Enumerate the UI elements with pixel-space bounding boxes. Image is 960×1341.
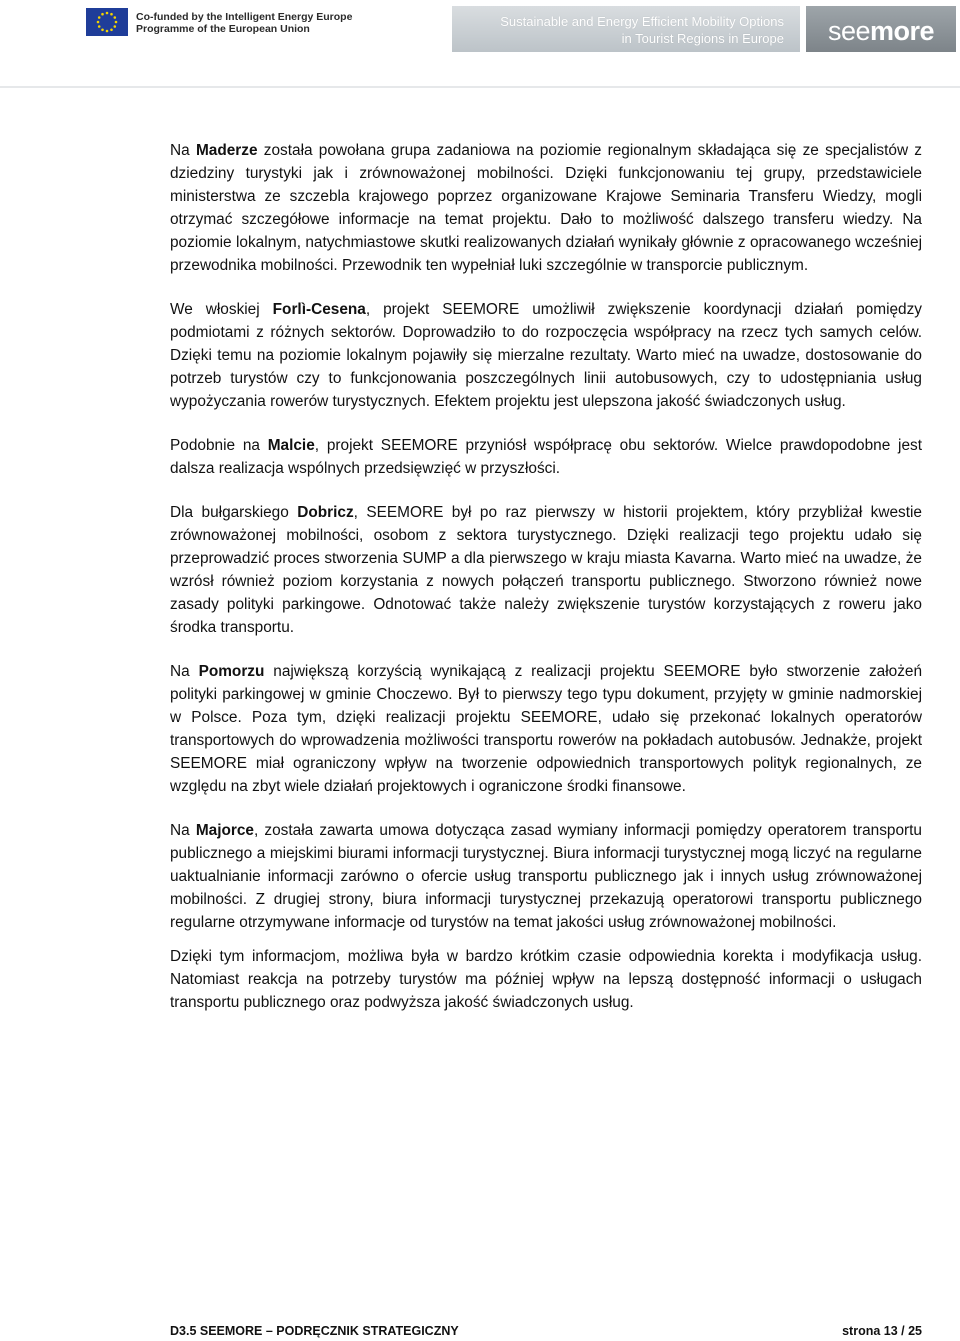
document-body bbox=[170, 139, 922, 1014]
paragraph-text: została powołana grupa zadaniowa na poziomie regionalnym składająca się ze specjalistów z dziedziny turystyki jak i zrównoważonej mobilności. Dzięki funkcjonowaniu tej grupy, przedstawiciele ministerstwa ze szczebla krajowego poprzez organizowane Krajowe Seminaria Transferu Wiedzy, mogli otrzymać szczegółowe informacje na temat projektu. Dało to możliwość dalszego transferu wiedzy. Na poziomie lokalnym, natychmiastowe skutki realizowanych działań wynikały głównie z opracowanego wcześniej przewodnika mobilności. Przewodnik ten wypełniał luki szczególnie w transporcie publicznym. bbox=[170, 142, 922, 274]
project-title-line2: in Tourist Regions in Europe bbox=[621, 31, 784, 46]
region-name: Dobricz bbox=[297, 504, 354, 521]
paragraph-mallorca bbox=[170, 819, 922, 934]
region-name: Maderze bbox=[195, 142, 258, 159]
logo-part2: more bbox=[870, 16, 935, 46]
seemore-logo bbox=[828, 16, 934, 47]
paragraph-pomerania bbox=[170, 660, 922, 798]
logo-part1: see bbox=[828, 16, 871, 46]
paragraph-text: We włoskiej bbox=[170, 301, 273, 318]
paragraph-dobrich bbox=[170, 501, 922, 639]
eu-funding-line2: Programme of the European Union bbox=[136, 23, 310, 35]
paragraph-text: Podobnie na bbox=[170, 437, 268, 454]
seemore-logo-block bbox=[806, 6, 956, 52]
region-name: Malcie bbox=[267, 437, 315, 454]
paragraph-text: największą korzyścią wynikającą z realizacji projektu SEEMORE było stworzenie założeń polityki parkingowej w gminie Choczewo. Był to pierwszy tego typu dokument, przyjęty w gminie nadmorskiej w Polsce. Poza tym, dzięki realizacji projektu SEEMORE, udało się przekonać lokalnych operatorów transportowych do wprowadzenia możliwości transportu rowerów na pokładach autobusów. Jednakże, projekt SEEMORE miał ograniczony wpływ na tworzenie odpowiednich transportowych polityk regionalnych, ze względu na zbyt wiele działań projektowych i ograniczone środki finansowe. bbox=[170, 663, 923, 795]
project-title-block bbox=[452, 6, 800, 52]
paragraph-text: , SEEMORE był po raz pierwszy w historii projektem, który przybliżał kwestie zrównoważonej mobilności, osobom z sektora turystycznego. Dzięki realizacji tego projektu udało się przeprowadzić proces stworzenia SUMP a dla pierwszego w kraju miasta Kavarna. Warto mieć na uwadze, że wzrósł również poziom korzystania z nowych połączeń transportu publicznego. Stworzono również nowe zasady polityki parkingowe. Odnotować także należy zwiększenie turystów korzystających z roweru jako środka transportu. bbox=[170, 504, 922, 636]
header-divider bbox=[0, 86, 960, 88]
eu-funding-block bbox=[0, 0, 450, 88]
eu-flag-icon bbox=[86, 8, 128, 36]
paragraph-text: Na bbox=[170, 142, 196, 159]
footer-document-title: D3.5 SEEMORE – PODRĘCZNIK STRATEGICZNY bbox=[170, 1324, 459, 1338]
paragraph-madeira bbox=[170, 139, 922, 277]
paragraph-information-effects: Dzięki tym informacjom, możliwa była w bardzo krótkim czasie odpowiednia korekta i modyfikacja usług. Natomiast reakcja na potrzeby turystów ma później wpływ na lepszą dostępność informacji o usługach transportu publicznego oraz podwyższa jakość świadczonych usług. bbox=[170, 948, 922, 1011]
paragraph-text: Na bbox=[170, 822, 196, 839]
paragraph-malta bbox=[170, 434, 922, 480]
eu-funding-text bbox=[136, 11, 352, 35]
footer-page-number: strona 13 / 25 bbox=[842, 1324, 922, 1338]
region-name: Majorce bbox=[195, 822, 254, 839]
paragraph-text: , projekt SEEMORE umożliwił zwiększenie koordynacji działań pomiędzy podmiotami z różnych sektorów. Doprowadziło to do rozpoczęcia współpracy na rzecz tych samych celów. Dzięki temu na poziomie lokalnym pojawiły się mierzalne rezultaty. Warto mieć na uwadze, dostosowanie do potrzeb turystów czy to funkcjonowania poszczególnych linii autobusowych, czy to udostępniania usług wypożyczania rowerów turystycznych. Efektem projektu jest ulepszona jakość świadczonych usług. bbox=[170, 301, 922, 410]
page-footer bbox=[170, 1324, 922, 1340]
paragraph-text: , została zawarta umowa dotycząca zasad wymiany informacji pomiędzy operatorem transportu publicznego a miejskimi biurami informacji turystycznej. Biura informacji turystycznej mogą liczyć na regularne uaktualnianie informacji zarówno o ofercie usług transportu publicznego jak i innych usług zrównoważonej mobilności. Z drugiej strony, biura informacji turystycznej przekazują operatorowi transportu publicznego regularne otrzymywane informacje od turystów na temat jakości usług zrównoważonej mobilności. bbox=[170, 822, 922, 931]
paragraph-text: Na bbox=[170, 663, 199, 680]
header-banner bbox=[0, 0, 960, 88]
project-title-line1: Sustainable and Energy Efficient Mobility Options bbox=[500, 14, 784, 29]
region-name: Forlì-Cesena bbox=[272, 301, 366, 318]
paragraph-text: , projekt SEEMORE przyniósł współpracę obu sektorów. Wielce prawdopodobne jest dalsza realizacja wspólnych przedsięwzięć w przyszłości. bbox=[170, 437, 922, 477]
region-name: Pomorzu bbox=[198, 663, 265, 680]
paragraph-text: Dla bułgarskiego bbox=[170, 504, 298, 521]
paragraph-forli-cesena bbox=[170, 298, 922, 413]
eu-funding-line1: Co-funded by the Intelligent Energy Europe bbox=[136, 11, 353, 23]
